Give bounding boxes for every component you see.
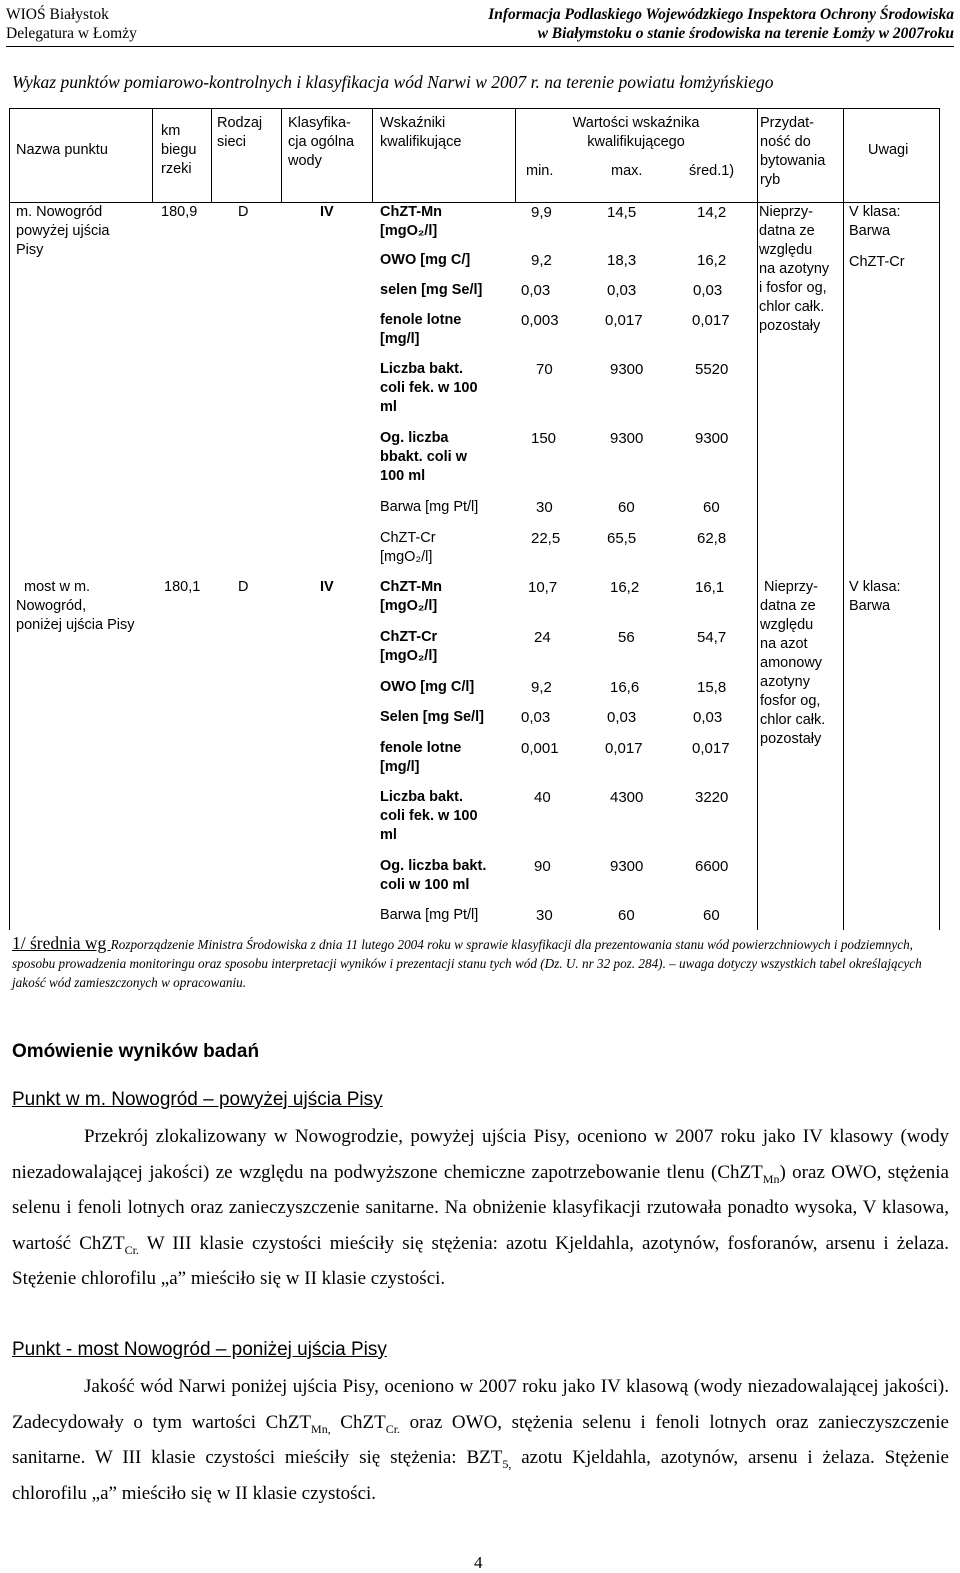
value-max: 16,6	[610, 679, 640, 696]
value-avg: 14,2	[697, 204, 727, 221]
table-title: Wykaz punktów pomiarowo-kontrolnych i klasyfikacja wód Narwi w 2007 r. na terenie powiatu łomżyńskiego	[12, 72, 774, 92]
indicator-label: fenole lotne [mg/l]	[380, 312, 462, 347]
value-avg: 0,03	[693, 709, 723, 726]
value-min: 22,5	[531, 530, 561, 547]
value-max: 9300	[610, 858, 644, 875]
point2-fish-suitability: Nieprzy- datna ze względu na azot amonowy azotyny fosfor og, chlor całk. pozostały	[760, 579, 826, 747]
value-avg: 62,8	[697, 530, 727, 547]
value-min: 9,9	[531, 204, 552, 221]
point1-class: IV	[320, 204, 334, 220]
col-header-indicators: Wskaźniki kwalifikujące	[380, 115, 462, 150]
value-avg: 60	[703, 907, 720, 924]
section-title: Omówienie wyników badań	[12, 1041, 260, 1062]
value-avg: 54,7	[697, 629, 727, 646]
value-min: 9,2	[531, 679, 552, 696]
value-max: 18,3	[607, 252, 637, 269]
value-min: 0,003	[521, 312, 559, 329]
point2-name: most w m. Nowogród, poniżej ujścia Pisy	[16, 579, 135, 633]
table-divider	[281, 108, 282, 203]
indicator-label: Selen [mg Se/l]	[380, 709, 484, 725]
indicator-label: fenole lotne [mg/l]	[380, 740, 462, 775]
indicator-label: OWO [mg C/l]	[380, 679, 475, 695]
value-avg: 5520	[695, 361, 729, 378]
point2-km: 180,1	[164, 579, 201, 595]
indicator-label: Barwa [mg Pt/l]	[380, 499, 479, 515]
paragraph-1: Przekrój zlokalizowany w Nowogrodzie, powyżej ujścia Pisy, oceniono w 2007 roku jako IV klasowy (wody niezadowalającej jakości) ze względu na podwyższone chemiczne zapotrzebowanie tlenu (ChZT$_{Mn}$) oraz OWO, stężenia selenu i fenoli lotnych oraz zanieczyszczenie sanitarne. Na obniżenie klasyfikacji rzutowała ponadto wysoka, V klasowa, wartość ChZT$_{Cr.}$ W III klasie czystości mieściły się stężenia: azotu Kjeldahla, azotynów, fosforanów, arsenu i żelaza. Stężenie chlorofilu „a” mieściło się w II klasie czystości.	[12, 1126, 949, 1289]
col-header-network: Rodzaj sieci	[217, 115, 263, 150]
table-divider	[372, 108, 373, 203]
header-report-line1: Informacja Podlaskiego Wojewódzkiego Inspektora Ochrony Środowiska	[488, 6, 954, 23]
value-min: 150	[531, 430, 557, 447]
table-divider	[757, 108, 758, 930]
value-max: 9300	[610, 430, 644, 447]
col-header-avg: śred.1)	[689, 163, 735, 179]
indicator-label: ChZT-Mn [mgO₂/l]	[380, 204, 443, 239]
value-max: 14,5	[607, 204, 637, 221]
table-divider	[843, 108, 844, 930]
col-header-notes: Uwagi	[868, 142, 909, 158]
value-min: 0,001	[521, 740, 559, 757]
header-report-line2: w Białymstoku o stanie środowiska na terenie Łomży w 2007roku	[537, 25, 954, 42]
indicator-label: Barwa [mg Pt/l]	[380, 907, 479, 923]
value-max: 4300	[610, 789, 644, 806]
value-avg: 0,017	[692, 312, 730, 329]
point1-notes: V klasa: Barwa ChZT-Cr	[849, 204, 905, 270]
point1-fish-suitability: Nieprzy- datna ze względu na azotyny i fosfor og, chlor całk. pozostały	[759, 204, 830, 334]
page-header	[6, 2, 954, 47]
point2-network: D	[238, 579, 249, 595]
value-min: 0,03	[521, 709, 551, 726]
header-org	[6, 5, 137, 43]
value-min: 24	[534, 629, 551, 646]
indicator-label: Liczba bakt. coli fek. w 100 ml	[380, 789, 478, 843]
value-max: 0,017	[605, 740, 643, 757]
indicator-label: ChZT-Cr [mgO₂/l]	[380, 530, 436, 565]
col-header-min: min.	[526, 163, 554, 179]
value-min: 30	[536, 499, 553, 516]
value-min: 0,03	[521, 282, 551, 299]
value-max: 0,017	[605, 312, 643, 329]
value-max: 56	[618, 629, 635, 646]
value-avg: 16,2	[697, 252, 727, 269]
header-org-line1: WIOŚ Białystok	[6, 6, 109, 23]
paragraph-2: Jakość wód Narwi poniżej ujścia Pisy, oceniono w 2007 roku jako IV klasową (wody niezadowalającej jakości). Zadecydowały o tym wartości ChZT$_{Mn,}$ ChZT$_{Cr.}$ oraz OWO, stężenia selenu i fenoli lotnych oraz zanieczyszczenie sanitarne. W III klasie czystości mieściły się stężenia: $BZT_{5,}$ azotu Kjeldahla, azotynów, arsenu i żelaza. Stężenie chlorofilu „a” mieściło się w II klasie czystości.	[12, 1376, 949, 1504]
value-max: 0,03	[607, 282, 637, 299]
point2-class: IV	[320, 579, 334, 595]
table-divider	[211, 108, 212, 203]
value-max: 65,5	[607, 530, 637, 547]
subsection-title-1: Punkt w m. Nowogród – powyżej ujścia Pisy	[12, 1089, 383, 1110]
value-min: 70	[536, 361, 553, 378]
value-min: 90	[534, 858, 551, 875]
subsection-title-2: Punkt - most Nowogród – poniżej ujścia Pisy	[12, 1339, 387, 1360]
classification-table	[9, 108, 941, 930]
table-border-right	[939, 108, 940, 930]
header-report	[488, 5, 954, 43]
footnote-text: Rozporządzenie Ministra Środowiska z dnia 11 lutego 2004 roku w sprawie klasyfikacji dla prezentowania stanu wód powierzchniowych i podziemnych, sposobu prowadzenia monitoringu oraz sposobu interpretacji wyników i prezentacji stanu tych wód (Dz. U. nr 32 poz. 284). – uwaga dotyczy wszystkich tabel określających jakość wód zamieszczonych w opracowaniu.	[12, 937, 922, 990]
value-avg: 6600	[695, 858, 729, 875]
value-min: 30	[536, 907, 553, 924]
value-avg: 9300	[695, 430, 729, 447]
value-avg: 16,1	[695, 579, 725, 596]
point2-notes: V klasa: Barwa	[849, 579, 901, 614]
value-avg: 15,8	[697, 679, 727, 696]
footnote-lead: 1/ średnia wg	[12, 933, 111, 953]
indicator-label: ChZT-Mn [mgO₂/l]	[380, 579, 443, 614]
indicator-label: Og. liczba bbakt. coli w 100 ml	[380, 430, 468, 484]
indicator-label: Og. liczba bakt. coli w 100 ml	[380, 858, 487, 893]
col-header-class: Klasyfika- cja ogólna wody	[288, 115, 355, 169]
table-border-left	[9, 108, 10, 930]
value-avg: 60	[703, 499, 720, 516]
table-border-top	[9, 108, 940, 109]
indicator-label: ChZT-Cr [mgO₂/l]	[380, 629, 438, 664]
value-max: 60	[618, 907, 635, 924]
point1-network: D	[238, 204, 249, 220]
value-max: 9300	[610, 361, 644, 378]
point1-name: m. Nowogród powyżej ujścia Pisy	[16, 204, 110, 258]
value-min: 9,2	[531, 252, 552, 269]
table-divider	[152, 108, 153, 203]
page-number: 4	[474, 1553, 483, 1572]
value-avg: 0,03	[693, 282, 723, 299]
value-min: 10,7	[528, 579, 558, 596]
value-min: 40	[534, 789, 551, 806]
col-header-km: km biegu rzeki	[161, 123, 197, 177]
value-max: 60	[618, 499, 635, 516]
indicator-label: OWO [mg C/]	[380, 252, 471, 268]
indicator-label: Liczba bakt. coli fek. w 100 ml	[380, 361, 478, 415]
value-avg: 3220	[695, 789, 729, 806]
value-max: 16,2	[610, 579, 640, 596]
col-header-max: max.	[611, 163, 643, 179]
footnote	[12, 934, 950, 992]
value-avg: 0,017	[692, 740, 730, 757]
col-header-values: Wartości wskaźnika kwalifikującego	[572, 115, 700, 150]
col-header-name: Nazwa punktu	[16, 142, 108, 158]
point1-km: 180,9	[161, 204, 198, 220]
value-max: 0,03	[607, 709, 637, 726]
col-header-fish: Przydat- ność do bytowania ryb	[760, 115, 826, 188]
header-org-line2: Delegatura w Łomży	[6, 25, 137, 42]
indicator-label: selen [mg Se/l]	[380, 282, 483, 298]
